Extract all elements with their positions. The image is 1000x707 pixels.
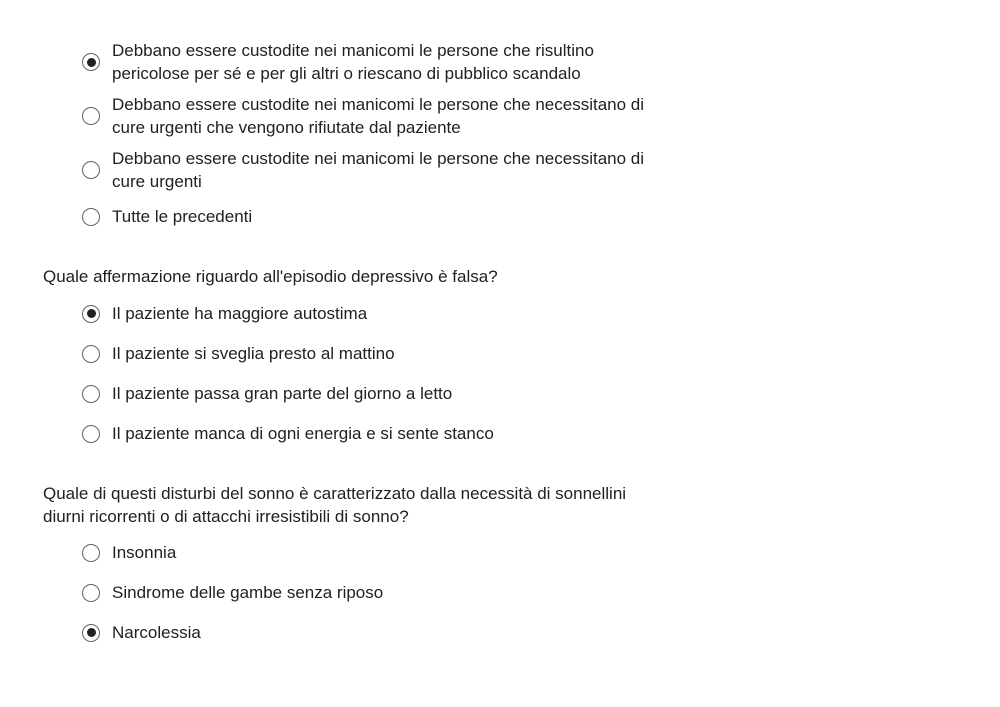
- radio-button[interactable]: [82, 208, 100, 226]
- radio-button[interactable]: [82, 345, 100, 363]
- radio-button[interactable]: [82, 107, 100, 125]
- q3-option-3[interactable]: [82, 621, 742, 644]
- q2-option-1[interactable]: [82, 302, 742, 325]
- q1-option-3[interactable]: [82, 147, 742, 193]
- radio-button[interactable]: [82, 161, 100, 179]
- radio-button-checked[interactable]: [82, 53, 100, 71]
- q3-option-2[interactable]: [82, 581, 742, 604]
- q1-option-4-label: Tutte le precedenti: [112, 207, 253, 226]
- q3-option-1-label: Insonnia: [112, 543, 177, 562]
- q1-option-1[interactable]: [82, 39, 742, 85]
- q2-option-2[interactable]: [82, 342, 742, 365]
- q3-option-1[interactable]: [82, 541, 742, 564]
- q3-option-2-label: Sindrome delle gambe senza riposo: [112, 583, 384, 602]
- q1-option-3-label: Debbano essere custodite nei manicomi le persone che necessitano di cure urgenti: [112, 149, 645, 191]
- q2-option-4-label: Il paziente manca di ogni energia e si sente stanco: [112, 424, 494, 443]
- radio-button[interactable]: [82, 584, 100, 602]
- q3-option-3-label: Narcolessia: [112, 623, 201, 642]
- q2-option-3-label: Il paziente passa gran parte del giorno a letto: [112, 384, 453, 403]
- q1-option-2-label: Debbano essere custodite nei manicomi le persone che necessitano di cure urgenti che vengono rifiutate dal paziente: [112, 95, 645, 137]
- radio-button[interactable]: [82, 425, 100, 443]
- q1-option-2[interactable]: [82, 93, 742, 139]
- radio-button[interactable]: [82, 385, 100, 403]
- question-2-text: Quale affermazione riguardo all'episodio depressivo è falsa?: [43, 267, 498, 286]
- radio-button-checked[interactable]: [82, 305, 100, 323]
- q2-option-4[interactable]: [82, 422, 742, 445]
- q1-option-1-label: Debbano essere custodite nei manicomi le persone che risultino pericolose per sé e per gli altri o riescano di pubblico scandalo: [112, 41, 594, 83]
- question-3-text: Quale di questi disturbi del sonno è caratterizzato dalla necessità di sonnellini diurni ricorrenti o di attacchi irresistibili di sonno?: [43, 484, 627, 526]
- radio-button-checked[interactable]: [82, 624, 100, 642]
- q2-option-2-label: Il paziente si sveglia presto al mattino: [112, 344, 395, 363]
- radio-button[interactable]: [82, 544, 100, 562]
- q2-option-1-label: Il paziente ha maggiore autostima: [112, 304, 368, 323]
- q2-option-3[interactable]: [82, 382, 742, 405]
- q1-option-4[interactable]: [82, 205, 742, 228]
